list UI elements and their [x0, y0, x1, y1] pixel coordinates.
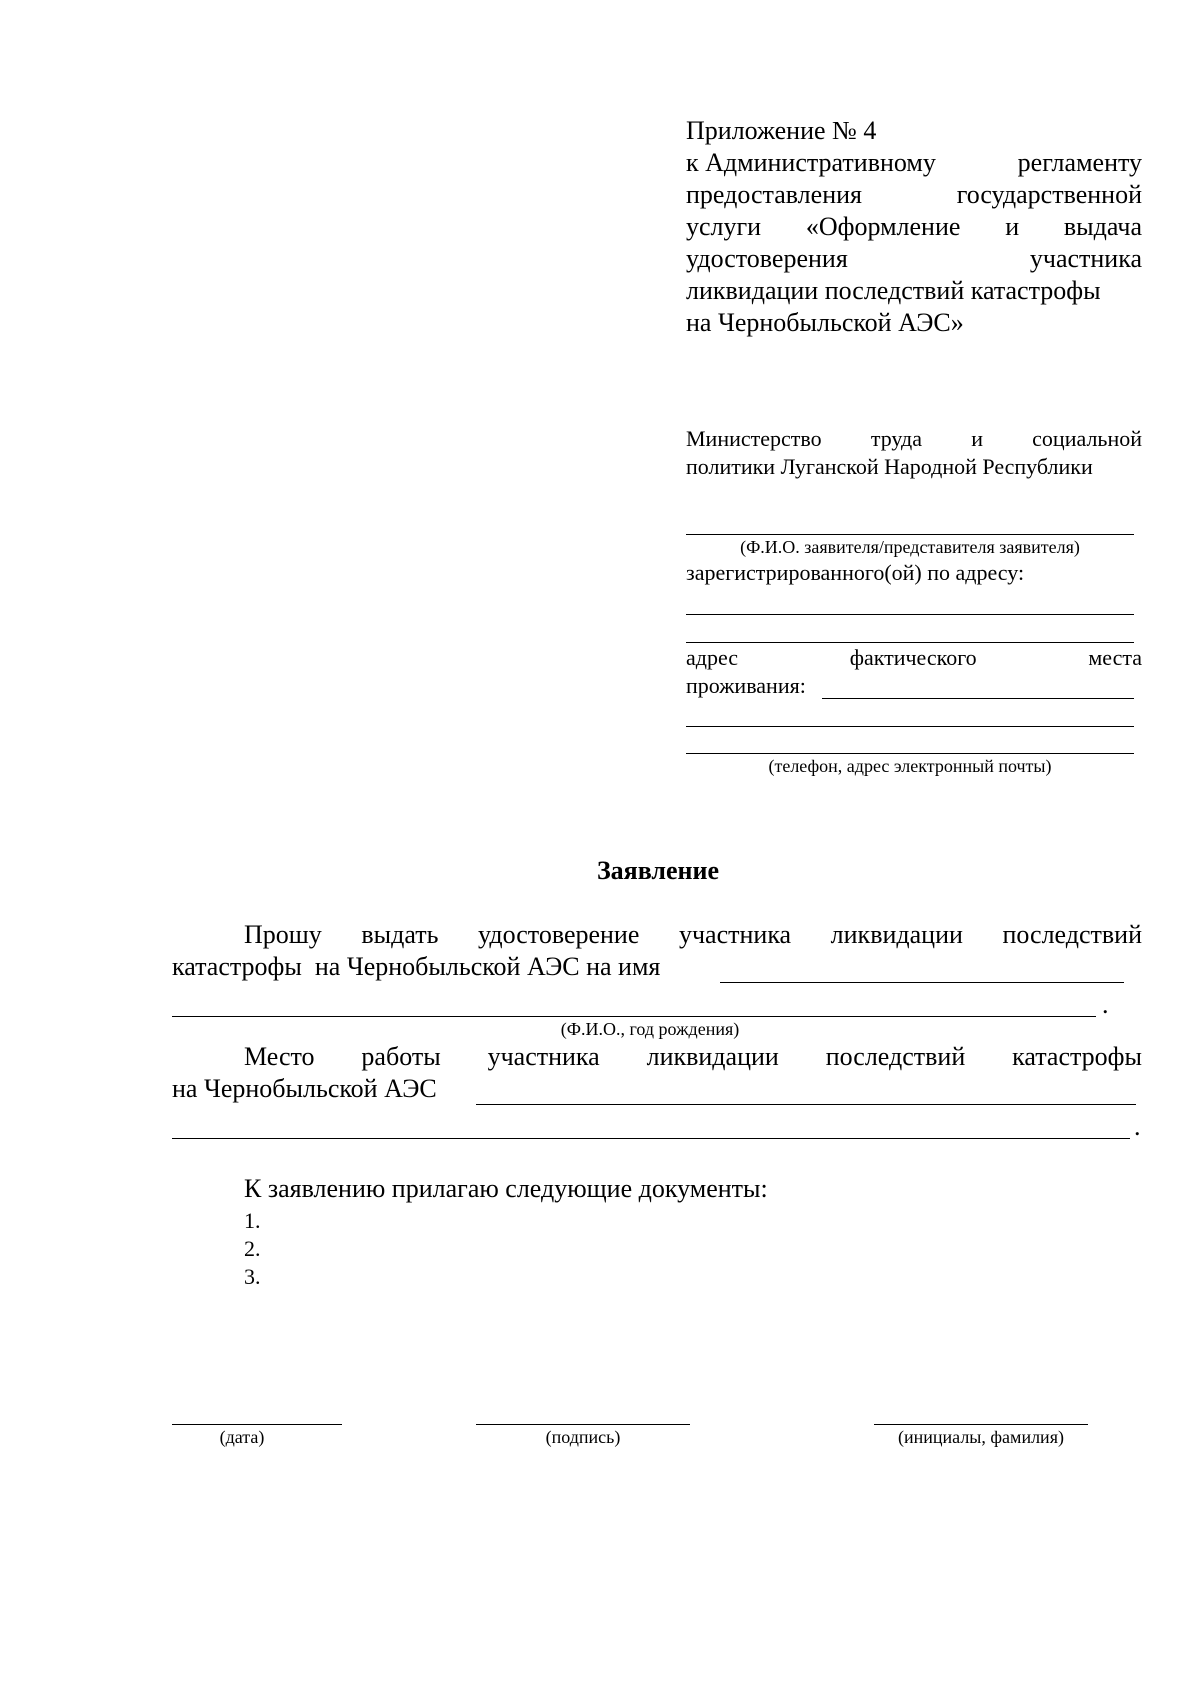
signature-caption: (подпись): [545, 1427, 621, 1447]
applicant-name-end-dot: .: [1102, 990, 1109, 1019]
registered-address-line-2: [686, 642, 1134, 643]
applicant-name-field-2: [172, 1016, 1096, 1017]
appendix-line-1-word: регламенту: [1017, 148, 1142, 177]
ministry-line-2: политики Луганской Народной Республики: [686, 454, 1093, 479]
appendix-line-2-word: предоставления: [686, 180, 862, 209]
statement-word: ликвидации: [646, 1042, 779, 1071]
appendix-line-1-word: к Административному: [686, 148, 936, 177]
statement-word: катастрофы: [1012, 1042, 1142, 1071]
statement-word: последствий: [825, 1042, 966, 1071]
statement-word: Прошу: [244, 920, 322, 949]
actual-address-line-1: [822, 698, 1134, 699]
actual-address-line-2: [686, 726, 1134, 727]
appendix-line-3-word: услуги: [686, 212, 762, 241]
document-item-1: 1.: [244, 1208, 261, 1233]
document-item-3: 3.: [244, 1264, 261, 1289]
appendix-title: Приложение № 4: [686, 116, 877, 145]
applicant-name-field-1: [720, 982, 1124, 983]
statement-word: удостоверение: [478, 920, 640, 949]
appendix-line-2: [686, 180, 1142, 210]
signature-line: [476, 1424, 690, 1425]
statement-word: последствий: [1002, 920, 1142, 949]
statement-word: участника: [487, 1042, 600, 1071]
date-line: [172, 1424, 342, 1425]
documents-intro: К заявлению прилагаю следующие документы:: [244, 1174, 768, 1203]
appendix-line-4: [686, 244, 1142, 274]
appendix-line-4-word: участника: [1029, 244, 1142, 273]
appendix-line-3: [686, 212, 1142, 242]
actual-address-line-1: [686, 645, 1142, 671]
workplace-field-2: [172, 1138, 1130, 1139]
registered-address-line-1: [686, 614, 1134, 615]
date-caption: (дата): [219, 1427, 265, 1447]
contact-caption: (телефон, адрес электронный почты): [768, 756, 1052, 776]
appendix-line-6: на Чернобыльской АЭС»: [686, 308, 964, 337]
applicant-name-line: [686, 534, 1134, 535]
appendix-line-3-word: «Оформление: [805, 212, 961, 241]
actual-address-word: адрес: [686, 645, 739, 670]
appendix-line-3-word: и: [1005, 212, 1020, 241]
contact-line: [686, 753, 1134, 754]
ministry-word: социальной: [1032, 426, 1142, 451]
applicant-name-caption: (Ф.И.О. заявителя/представителя заявителя): [740, 537, 1080, 557]
applicant-name-year-caption: (Ф.И.О., год рождения): [560, 1019, 740, 1039]
registered-address-label: зарегистрированного(ой) по адресу:: [686, 560, 1025, 585]
workplace-field-1: [476, 1104, 1136, 1105]
initials-line: [874, 1424, 1088, 1425]
actual-address-label: проживания:: [686, 673, 806, 698]
document-item-2: 2.: [244, 1236, 261, 1261]
statement-para1-line2: катастрофы на Чернобыльской АЭС на имя: [172, 952, 661, 981]
ministry-line-1: [686, 426, 1142, 452]
statement-title: Заявление: [596, 856, 720, 885]
appendix-line-2-word: государственной: [956, 180, 1142, 209]
statement-para1-line1: [244, 920, 1142, 950]
appendix-line-4-word: удостоверения: [686, 244, 848, 273]
workplace-end-dot: .: [1134, 1112, 1141, 1141]
appendix-line-3-word: выдача: [1063, 212, 1142, 241]
initials-caption: (инициалы, фамилия): [898, 1427, 1064, 1447]
statement-word: участника: [678, 920, 792, 949]
statement-word: ликвидации: [830, 920, 963, 949]
statement-word: выдать: [361, 920, 439, 949]
appendix-line-1: [686, 148, 1142, 178]
statement-word: Место: [244, 1042, 315, 1071]
actual-address-word: места: [1088, 645, 1142, 670]
actual-address-word: фактического: [849, 645, 977, 670]
ministry-word: труда: [870, 426, 923, 451]
ministry-word: и: [971, 426, 983, 451]
appendix-line-5: ликвидации последствий катастрофы: [686, 276, 1101, 305]
statement-para2-line2: на Чернобыльской АЭС: [172, 1074, 437, 1103]
ministry-word: Министерство: [686, 426, 822, 451]
statement-para2-line1: [244, 1042, 1142, 1072]
statement-word: работы: [361, 1042, 441, 1071]
